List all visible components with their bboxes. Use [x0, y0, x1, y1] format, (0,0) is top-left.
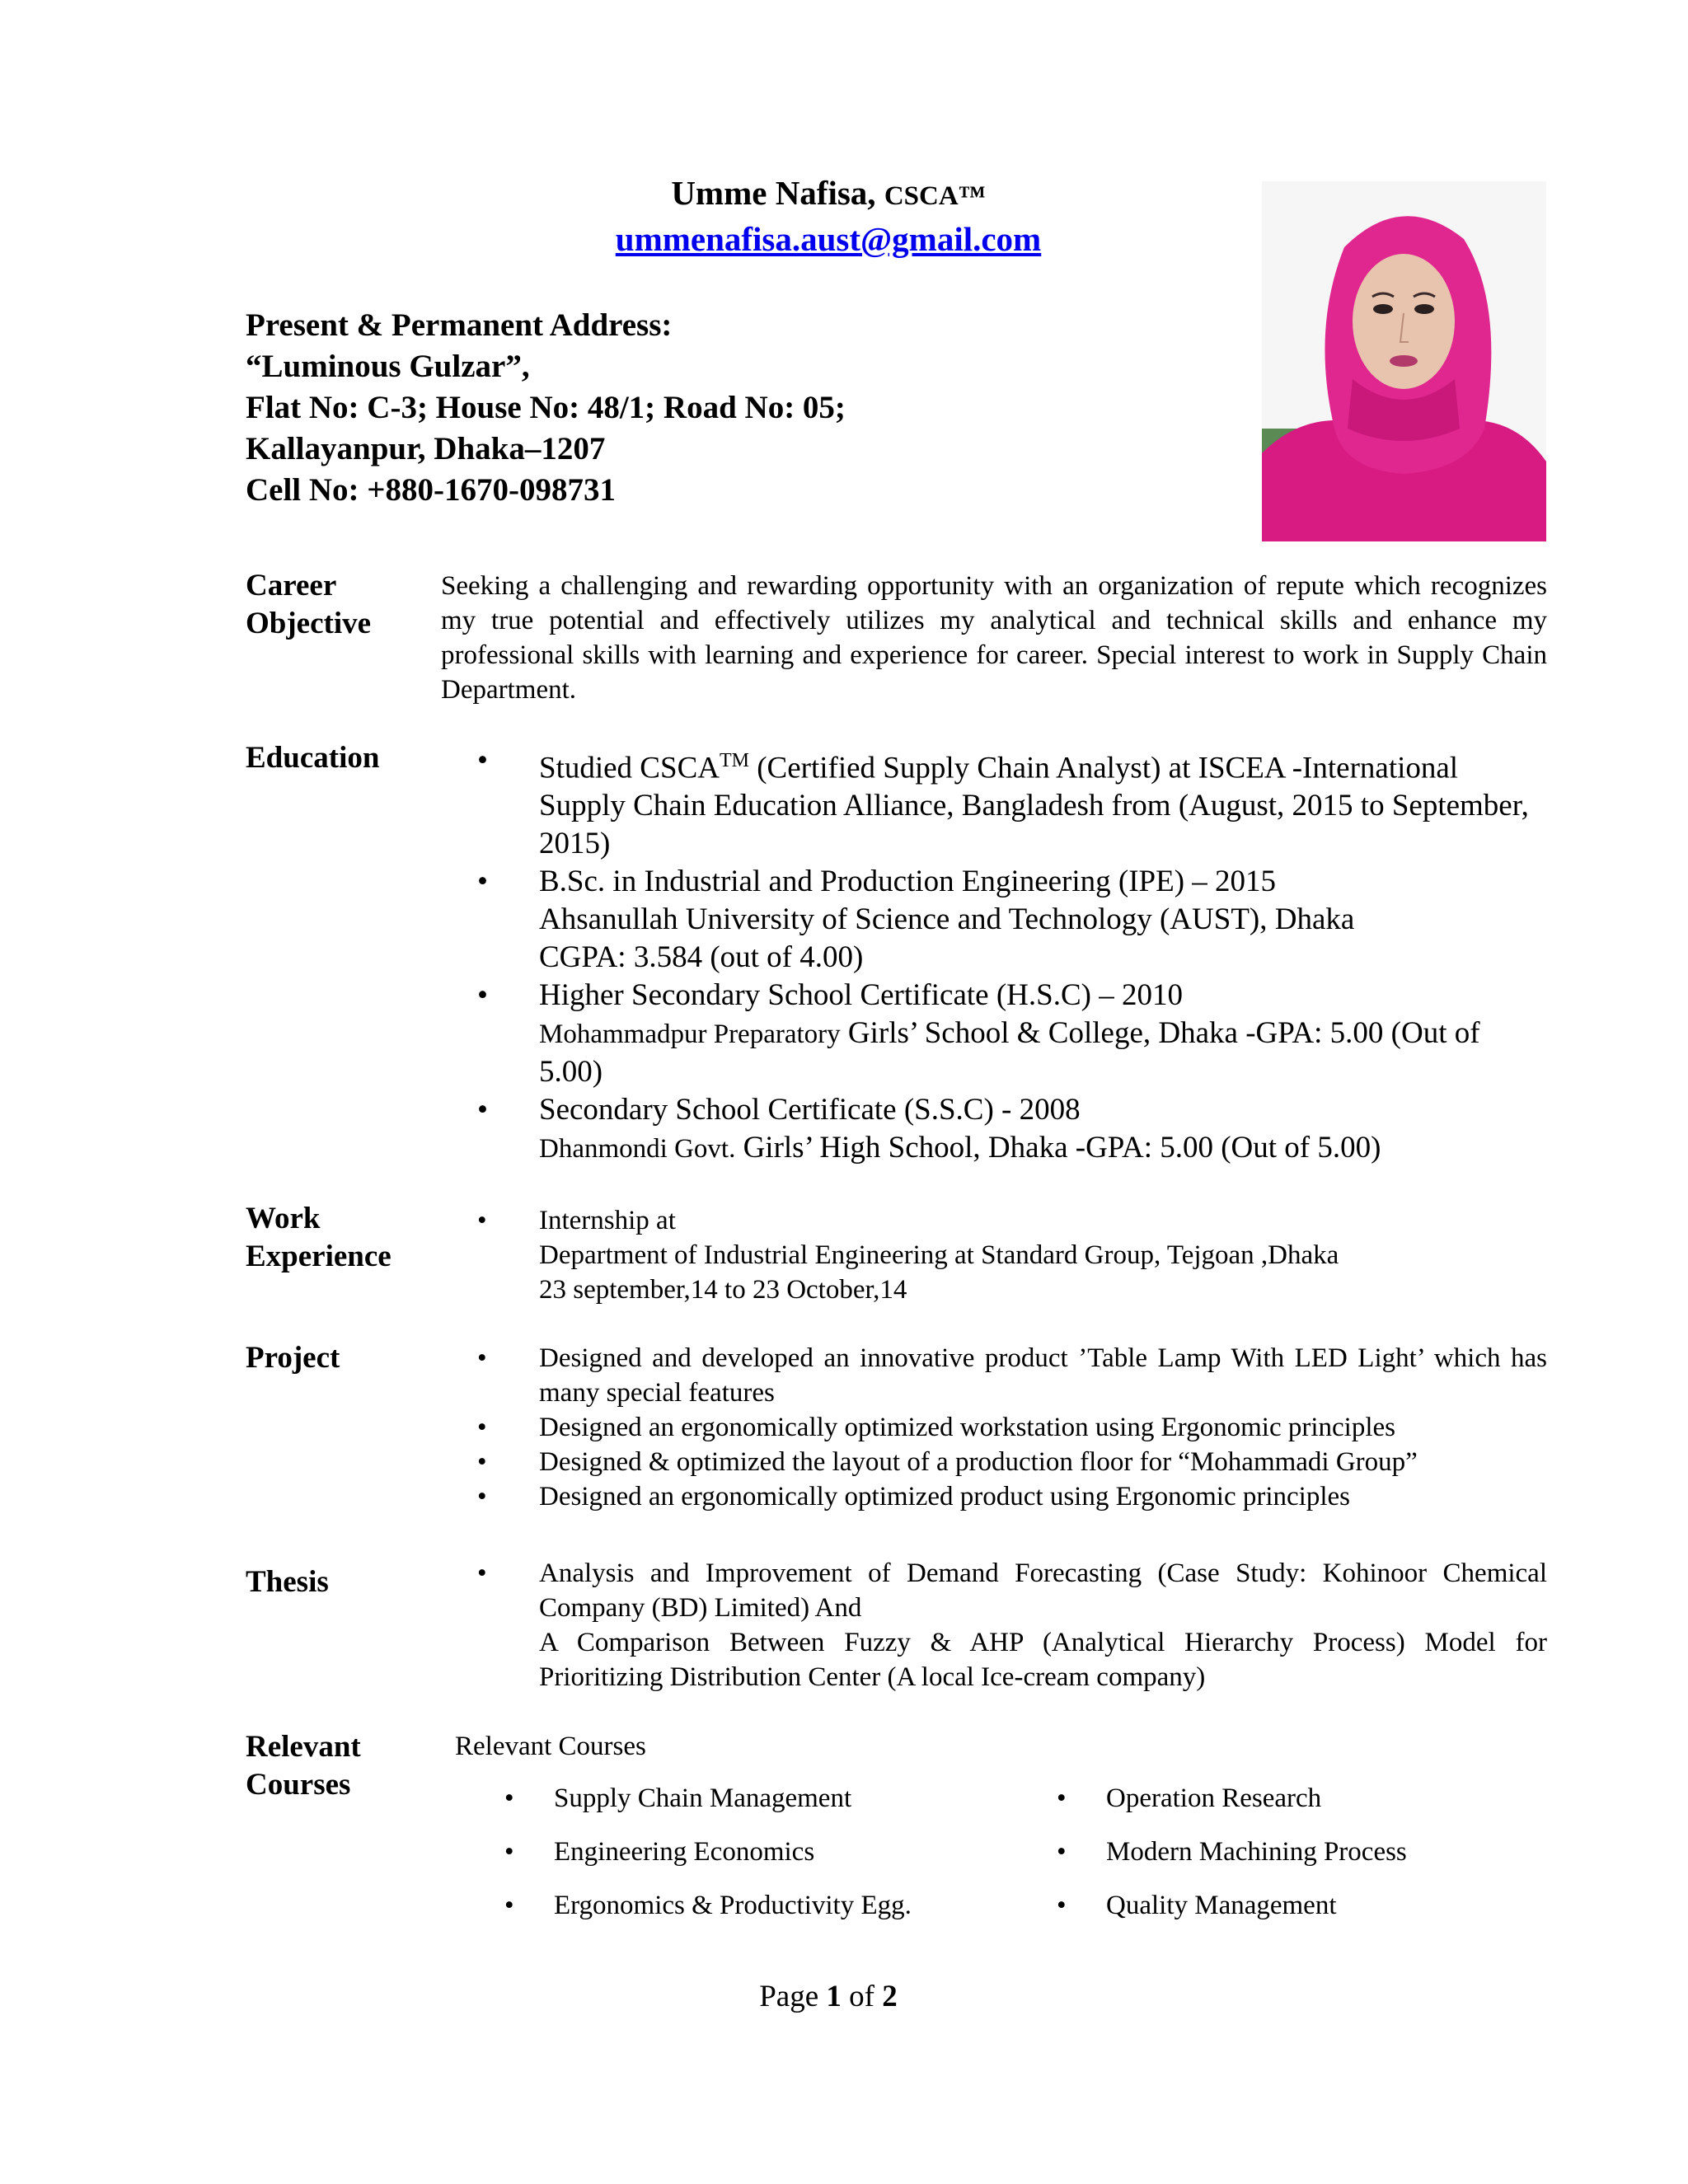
project-item	[441, 1410, 1547, 1445]
course-quality-management: Quality Management	[1106, 1891, 1337, 1920]
bullet-icon: •	[477, 865, 488, 899]
page-word: Page	[759, 1980, 819, 2013]
course-modern-machining: Modern Machining Process	[1106, 1837, 1407, 1867]
thesis-item	[441, 1556, 1547, 1694]
education-list	[441, 742, 1547, 1168]
course-ergonomics: Ergonomics & Productivity Egg.	[554, 1891, 912, 1920]
bsc-cgpa: CGPA: 3.584 (out of 4.00)	[539, 940, 864, 975]
bullet-icon: •	[477, 743, 488, 777]
of-word: of	[849, 1980, 874, 2013]
bsc-title: B.Sc. in Industrial and Production Engineering (IPE) – 2015	[539, 865, 1277, 899]
profile-photo	[1262, 181, 1546, 541]
bullet-icon: •	[477, 978, 488, 1013]
bullet-icon: •	[477, 1447, 487, 1477]
address-line-1: Flat No: C-3; House No: 48/1; Road No: 05;	[246, 390, 846, 425]
name-text: Umme Nafisa,	[671, 174, 876, 212]
thesis-list	[441, 1556, 1547, 1694]
current-page: 1	[826, 1980, 842, 2013]
course-item	[1057, 1825, 1551, 1879]
work-label-line-2: Experience	[246, 1240, 392, 1273]
credential-text: CSCA™	[884, 181, 986, 211]
thesis-label: Thesis	[246, 1565, 329, 1599]
work-label-line-1: Work	[246, 1202, 321, 1235]
csca-text-pre: Studied CSCA	[539, 751, 720, 785]
bullet-icon: •	[477, 1413, 487, 1442]
project-item	[441, 1479, 1547, 1514]
address-building: “Luminous Gulzar”,	[246, 349, 530, 384]
education-item-hsc	[441, 977, 1547, 1091]
bullet-icon: •	[477, 1093, 488, 1127]
email-link[interactable]: ummenafisa.aust@gmail.com	[615, 220, 1042, 258]
objective-text: Seeking a challenging and rewarding opportunity with an organization of repute which recognizes my true potential and effectively utilizes my analytical and technical skills and enhance my professional skills with learning and experience for career. Special interest to work in Supply Chain Department.	[441, 571, 1547, 705]
ssc-institution-rest: Girls’ High School, Dhaka -GPA: 5.00 (Out of 5.00)	[735, 1131, 1381, 1165]
address-line-2: Kallayanpur, Dhaka–1207	[246, 431, 606, 466]
bullet-icon: •	[504, 1783, 514, 1813]
course-engineering-economics: Engineering Economics	[554, 1837, 815, 1867]
address-heading: Present & Permanent Address:	[246, 307, 673, 343]
bullet-icon: •	[504, 1891, 514, 1920]
hsc-institution-small: Mohammadpur Preparatory	[539, 1019, 841, 1050]
courses-left-column	[504, 1772, 1032, 1933]
bullet-icon: •	[477, 1343, 487, 1373]
course-item	[504, 1825, 1032, 1879]
project-text-3: Designed & optimized the layout of a production floor for “Mohammadi Group”	[539, 1447, 1418, 1477]
ssc-institution-small: Dhanmondi Govt.	[539, 1134, 736, 1165]
work-line-1: Internship at	[539, 1206, 676, 1235]
bullet-icon: •	[504, 1837, 514, 1867]
education-item-bsc	[441, 863, 1547, 977]
thesis-line-2: A Comparison Between Fuzzy & AHP (Analytical Hierarchy Process) Model for Prioritizing Distribution Center (A local Ice-cream company)	[539, 1628, 1547, 1692]
course-item	[504, 1772, 1032, 1825]
csca-text-post: (Certified Supply Chain Analyst) at ISCEA -International Supply Chain Education Alliance, Bangladesh from (August, 2015 to September, 2015)	[539, 751, 1529, 861]
project-text-4: Designed an ergonomically optimized product using Ergonomic principles	[539, 1482, 1350, 1511]
work-line-2: Department of Industrial Engineering at Standard Group, Tejgoan ,Dhaka	[539, 1240, 1339, 1270]
bullet-icon: •	[1057, 1837, 1067, 1867]
education-item-ssc	[441, 1091, 1547, 1168]
work-list	[441, 1203, 1547, 1307]
education-label: Education	[246, 741, 380, 775]
total-pages: 2	[882, 1980, 898, 2013]
address-block	[246, 305, 846, 511]
bullet-icon: •	[1057, 1783, 1067, 1813]
ssc-title: Secondary School Certificate (S.S.C) - 2008	[539, 1093, 1081, 1127]
bullet-icon: •	[477, 1482, 487, 1511]
courses-label-line-1: Relevant	[246, 1730, 361, 1764]
work-label	[246, 1200, 392, 1276]
course-item	[504, 1879, 1032, 1933]
objective-label	[246, 567, 371, 643]
project-item	[441, 1445, 1547, 1479]
page-indicator	[0, 1978, 1657, 2016]
portrait-illustration	[1262, 181, 1546, 541]
project-label: Project	[246, 1341, 340, 1375]
cell-number: Cell No: +880-1670-098731	[246, 472, 616, 508]
hsc-institution-rest: Girls’ School & College, Dhaka -GPA: 5.00 (Out of 5.00)	[539, 1016, 1480, 1090]
project-text-1: Designed and developed an innovative product ’Table Lamp With LED Light’ which has many special features	[539, 1343, 1547, 1408]
courses-label	[246, 1728, 361, 1804]
work-item-internship	[441, 1203, 1547, 1307]
project-text-2: Designed an ergonomically optimized workstation using Ergonomic principles	[539, 1413, 1396, 1442]
objective-label-line-2: Objective	[246, 607, 372, 640]
courses-title: Relevant Courses	[455, 1732, 646, 1761]
courses-label-line-2: Courses	[246, 1768, 351, 1802]
education-item-csca	[441, 742, 1547, 863]
course-item	[1057, 1772, 1551, 1825]
courses-right-column	[1057, 1772, 1551, 1933]
work-line-3: 23 september,14 to 23 October,14	[539, 1275, 907, 1305]
bullet-icon: •	[1057, 1891, 1067, 1920]
bsc-institution: Ahsanullah University of Science and Technology (AUST), Dhaka	[539, 902, 1355, 937]
objective-label-line-1: Career	[246, 569, 337, 602]
project-list	[441, 1341, 1547, 1514]
course-operation-research: Operation Research	[1106, 1783, 1322, 1813]
bullet-icon: •	[477, 1558, 487, 1588]
course-item	[1057, 1879, 1551, 1933]
hsc-title: Higher Secondary School Certificate (H.S.C) – 2010	[539, 978, 1183, 1013]
course-supply-chain: Supply Chain Management	[554, 1783, 852, 1813]
thesis-line-1: Analysis and Improvement of Demand Forecasting (Case Study: Kohinoor Chemical Company (BD) Limited) And	[539, 1558, 1547, 1623]
bullet-icon: •	[477, 1206, 487, 1235]
project-item	[441, 1341, 1547, 1410]
csca-superscript: TM	[719, 750, 749, 771]
